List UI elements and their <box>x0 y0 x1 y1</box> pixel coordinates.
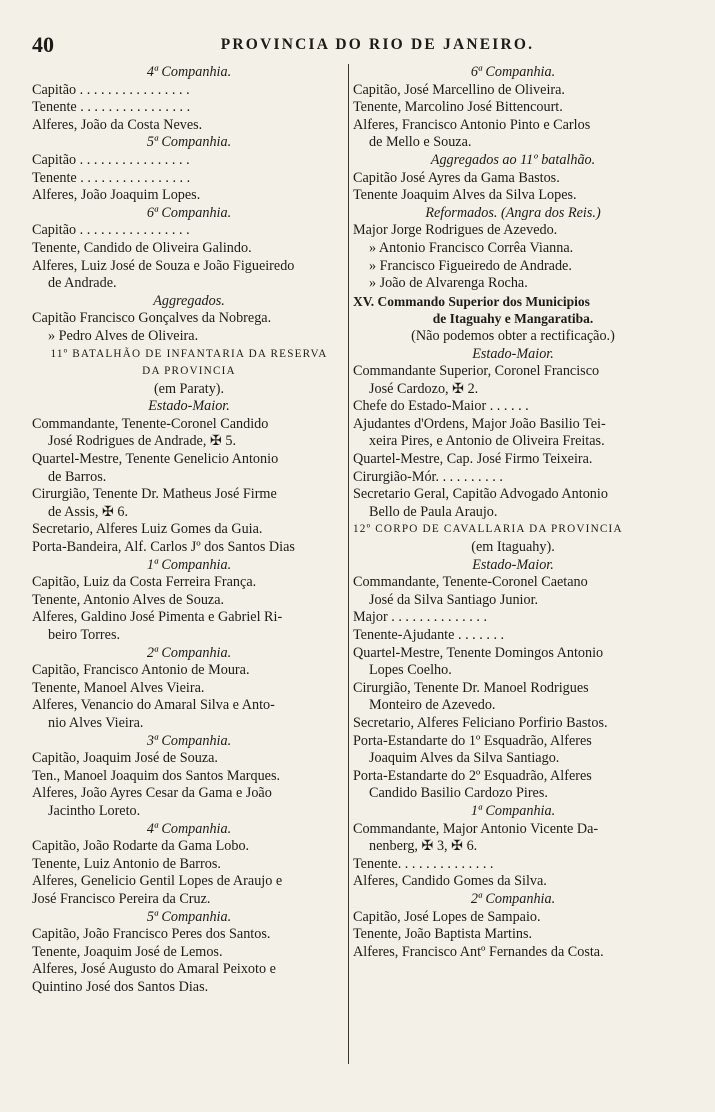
text-line: Joaquim Alves da Silva Santiago. <box>369 750 560 767</box>
text-line: Tenente, João Baptista Martins. <box>353 926 533 943</box>
section-heading: 4ª Companhia. <box>146 820 232 837</box>
text-line: Capitão, José Lopes de Sampaio. <box>353 908 541 925</box>
text-line: Tenente . . . . . . . . . . . . . . . . <box>32 169 191 186</box>
text-line: Porta-Bandeira, Alf. Carlos Jº dos Santos Dias <box>32 539 295 556</box>
text-line: Ten., Manoel Joaquim dos Santos Marques. <box>32 767 281 784</box>
section-heading: 4ª Companhia. <box>146 64 232 80</box>
text-line: Quartel-Mestre, Tenente Domingos Antonio <box>353 644 604 661</box>
text-line: Alferes, João da Costa Neves. <box>32 116 203 133</box>
text-line: Capitão, José Marcellino de Oliveira. <box>353 81 565 98</box>
text-line: José Francisco Pereira da Cruz. <box>32 890 211 907</box>
section-heading: 1ª Companhia. <box>470 802 556 819</box>
text-line: Alferes, Galdino José Pimenta e Gabriel Ri- <box>32 609 283 626</box>
text-line: Alferes, Genelicio Gentil Lopes de Araujo e <box>32 873 283 890</box>
text-line: nio Alves Vieira. <box>48 714 144 731</box>
section-heading: 3ª Companhia. <box>146 732 232 749</box>
text-line: Tenente-Ajudante . . . . . . . <box>353 627 505 643</box>
text-line: Capitão, Luiz da Costa Ferreira França. <box>32 574 257 591</box>
text-line: Alferes, Luiz José de Souza e João Figueiredo <box>32 257 295 274</box>
section-heading: 6ª Companhia. <box>470 64 556 80</box>
right-column <box>353 64 673 961</box>
text-line: Quartel-Mestre, Cap. José Firmo Teixeira. <box>353 451 593 468</box>
text-line: » Francisco Figueiredo de Andrade. <box>369 257 572 274</box>
section-heading: Estado-Maior. <box>472 345 554 362</box>
text-line: Capitão, Francisco Antonio de Moura. <box>32 662 250 679</box>
text-line: de Andrade. <box>48 275 117 292</box>
text-line: Alferes, João Ayres Cesar da Gama e João <box>32 785 272 802</box>
text-line: Alferes, Francisco Antº Fernandes da Costa. <box>353 943 604 960</box>
text-line: Tenente, Candido de Oliveira Galindo. <box>32 239 252 256</box>
text-line: de Barros. <box>48 468 107 485</box>
text-line: Quartel-Mestre, Tenente Genelicio Antonio <box>32 451 279 468</box>
text-line: Bello de Paula Araujo. <box>369 503 498 520</box>
section-heading: 6ª Companhia. <box>146 204 232 221</box>
text-line: Candido Basilio Cardozo Pires. <box>369 785 548 802</box>
text-line: Capitão, João Rodarte da Gama Lobo. <box>32 838 250 855</box>
text-line: Quintino José dos Santos Dias. <box>32 978 209 995</box>
section-heading: 2ª Companhia. <box>146 644 232 661</box>
section-heading: 5ª Companhia. <box>146 134 232 151</box>
text-line: Capitão . . . . . . . . . . . . . . . . <box>32 222 190 239</box>
text-line: José da Silva Santiago Junior. <box>369 591 539 608</box>
section-heading: 5ª Companhia. <box>146 908 232 925</box>
text-line: beiro Torres. <box>48 627 121 643</box>
section-heading: Aggregados ao 11º batalhão. <box>430 151 596 168</box>
section-heading: Aggregados. <box>153 292 225 309</box>
text-line: XV. Commando Superior dos Municipios <box>353 293 590 309</box>
text-line: (em Paraty). <box>153 380 225 397</box>
text-line: Capitão, João Francisco Peres dos Santos. <box>32 926 271 943</box>
text-line: Alferes, Francisco Antonio Pinto e Carlos <box>353 116 591 133</box>
text-line: Alferes, José Augusto do Amaral Peixoto e <box>32 961 276 978</box>
text-line: (em Itaguahy). <box>471 539 555 556</box>
text-line: de Mello e Souza. <box>369 134 472 151</box>
text-line: Commandante, Tenente-Coronel Caetano <box>353 574 588 591</box>
text-line: Alferes, Candido Gomes da Silva. <box>353 873 547 890</box>
text-line: Alferes, Venancio do Amaral Silva e Anto- <box>32 697 275 714</box>
text-line: Tenente, Manoel Alves Vieira. <box>32 679 205 696</box>
text-line: Commandante, Tenente-Coronel Candido <box>32 415 269 432</box>
text-line: Tenente. . . . . . . . . . . . . . <box>353 855 494 872</box>
text-line: nenberg, ✠ 3, ✠ 6. <box>369 838 478 855</box>
text-line: Chefe do Estado-Maior . . . . . . <box>353 398 529 415</box>
text-line: de Itaguahy e Mangaratiba. <box>432 311 594 327</box>
text-line: » João de Alvarenga Rocha. <box>369 275 528 292</box>
text-line: de Assis, ✠ 6. <box>48 503 129 520</box>
text-line: Monteiro de Azevedo. <box>369 697 496 714</box>
text-line: Capitão Francisco Gonçalves da Nobrega. <box>32 310 272 327</box>
text-line: Capitão . . . . . . . . . . . . . . . . <box>32 151 190 168</box>
text-line: Tenente . . . . . . . . . . . . . . . . <box>32 99 191 116</box>
section-heading: 2ª Companhia. <box>470 890 556 907</box>
text-line: Alferes, João Joaquim Lopes. <box>32 187 201 204</box>
page-number: 40 <box>32 32 54 57</box>
page-header <box>0 30 715 60</box>
text-line: Secretario Geral, Capitão Advogado Antonio <box>353 486 608 503</box>
text-line: Capitão José Ayres da Gama Bastos. <box>353 169 560 186</box>
column-divider <box>348 64 349 1064</box>
text-line: 11º BATALHÃO DE INFANTARIA DA RESERVA <box>50 347 328 360</box>
text-line: Capitão, Joaquim José de Souza. <box>32 750 218 767</box>
text-line: Cirurgião-Mór. . . . . . . . . . <box>353 468 503 485</box>
text-line: Cirurgião, Tenente Dr. Matheus José Firme <box>32 486 277 503</box>
text-line: Secretario, Alferes Luiz Gomes da Guia. <box>32 521 263 538</box>
text-line: Porta-Estandarte do 2º Esquadrão, Alferes <box>353 767 592 784</box>
text-line: » Antonio Francisco Corrêa Vianna. <box>369 239 574 256</box>
text-line: Porta-Estandarte do 1º Esquadrão, Alferes <box>353 732 592 749</box>
text-line: 12º CORPO DE CAVALLARIA DA PROVINCIA <box>353 523 623 536</box>
text-line: Capitão . . . . . . . . . . . . . . . . <box>32 81 190 98</box>
text-line: Ajudantes d'Ordens, Major João Basilio Tei- <box>353 415 606 432</box>
text-line: DA PROVINCIA <box>142 365 236 378</box>
left-column <box>32 64 346 996</box>
section-heading: Estado-Maior. <box>148 398 230 415</box>
text-line: Tenente, Luiz Antonio de Barros. <box>32 855 221 872</box>
text-line: José Cardozo, ✠ 2. <box>369 380 479 397</box>
text-line: xeira Pires, e Antonio de Oliveira Freitas. <box>369 433 605 450</box>
text-line: (Não podemos obter a rectificação.) <box>411 327 615 344</box>
section-heading: Estado-Maior. <box>472 556 554 573</box>
text-line: José Rodrigues de Andrade, ✠ 5. <box>48 433 237 450</box>
section-heading: 1ª Companhia. <box>146 556 232 573</box>
text-line: Tenente, Joaquim José de Lemos. <box>32 943 223 960</box>
text-line: Jacintho Loreto. <box>48 802 141 819</box>
text-line: Tenente, Marcolino José Bittencourt. <box>353 99 563 116</box>
text-line: Major Jorge Rodrigues de Azevedo. <box>353 222 558 239</box>
text-line: Commandante, Major Antonio Vicente Da- <box>353 820 599 837</box>
text-line: Tenente Joaquim Alves da Silva Lopes. <box>353 187 577 204</box>
text-line: Tenente, Antonio Alves de Souza. <box>32 591 225 608</box>
text-line: Commandante Superior, Coronel Francisco <box>353 363 600 380</box>
text-line: Major . . . . . . . . . . . . . . <box>353 609 487 626</box>
page-title: PROVINCIA DO RIO DE JANEIRO. <box>220 36 535 53</box>
text-line: Lopes Coelho. <box>369 662 452 679</box>
text-line: Secretario, Alferes Feliciano Porfirio Bastos. <box>353 714 608 731</box>
section-heading: Reformados. (Angra dos Reis.) <box>425 204 601 221</box>
text-line: Cirurgião, Tenente Dr. Manoel Rodrigues <box>353 679 589 696</box>
text-line: » Pedro Alves de Oliveira. <box>48 327 199 344</box>
